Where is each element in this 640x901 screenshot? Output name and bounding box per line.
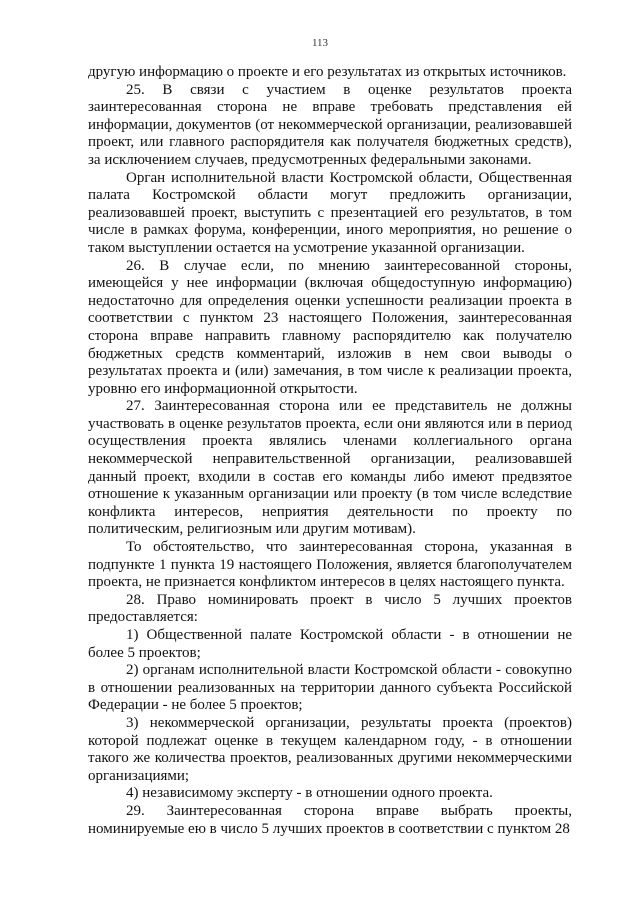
paragraph-continuation: другую информацию о проекте и его результатах из открытых источников. bbox=[88, 64, 567, 80]
paragraph-28: 28. Право номинировать проект в число 5 лучших проектов предоставляется: bbox=[88, 591, 572, 626]
list-item-4: 4) независимому эксперту - в отношении одного проекта. bbox=[126, 785, 493, 802]
paragraph-conflict-note: То обстоятельство, что заинтересованная сторона, указанная в подпункте 1 пункта 19 настоящего Положения, является благополучателем проекта, не признается конфликтом интересов в целях настоящего пункта. bbox=[88, 539, 572, 591]
list-item-1: 1) Общественной палате Костромской области - в отношении не более 5 проектов; bbox=[88, 627, 572, 661]
paragraph-29: 29. Заинтересованная сторона вправе выбрать проекты, номинируемые ею в число 5 лучших проектов в соответствии с пунктом 28 bbox=[88, 802, 572, 837]
paragraph-presentation: Орган исполнительной власти Костромской области, Общественная палата Костромской области могут предложить организации, реализовавшей проект, выступить с презентацией его результатов, в том числе в рамках форума, конференции, иного мероприятия, но решение о таком выступлении остается на усмотрение указанной организации. bbox=[88, 169, 572, 256]
document-body bbox=[88, 64, 572, 838]
list-item-3: 3) некоммерческой организации, результаты проекта (проектов) которой подлежат оценке в текущем календарном году, - в отношении такого же количества проектов, реализованных другими некоммерческими организациями; bbox=[88, 714, 572, 784]
paragraph-27: 27. Заинтересованная сторона или ее представитель не должны участвовать в оценке результатов проекта, если они являются или в период осуществления проекта являлись членами коллегиального органа некоммерческой неправительственной организации, реализовавшей данный проект, входили в состав его команды либо имеют предвзятое отношение к указанным организации или проекту (в том числе вследствие конфликта интересов, неприятия деятельности по проекту по политическим, религиозным или другим мотивам). bbox=[88, 398, 572, 538]
page-number: 113 bbox=[311, 37, 329, 49]
paragraph-25: 25. В связи с участием в оценке результатов проекта заинтересованная сторона не вправе требовать представления ей информации, документов (от некоммерческой организации, реализовавшей проект, или главного распорядителя как получателя бюджетных средств), за исключением случаев, предусмотренных федеральными законами. bbox=[88, 81, 572, 168]
paragraph-26: 26. В случае если, по мнению заинтересованной стороны, имеющейся у нее информации (включая общедоступную информацию) недостаточно для определения оценки успешности реализации проекта в соответствии с пунктом 23 настоящего Положения, заинтересованная сторона вправе направить главному распорядителю как получателю бюджетных средств комментарий, изложив в нем свои выводы о результатах проекта и (или) замечания, в том числе к реализации проекта, уровню его информационной открытости. bbox=[88, 257, 572, 397]
list-item-2: 2) органам исполнительной власти Костромской области - совокупно в отношении реализованных на территории данного субъекта Российской Федерации - не более 5 проектов; bbox=[88, 662, 572, 714]
